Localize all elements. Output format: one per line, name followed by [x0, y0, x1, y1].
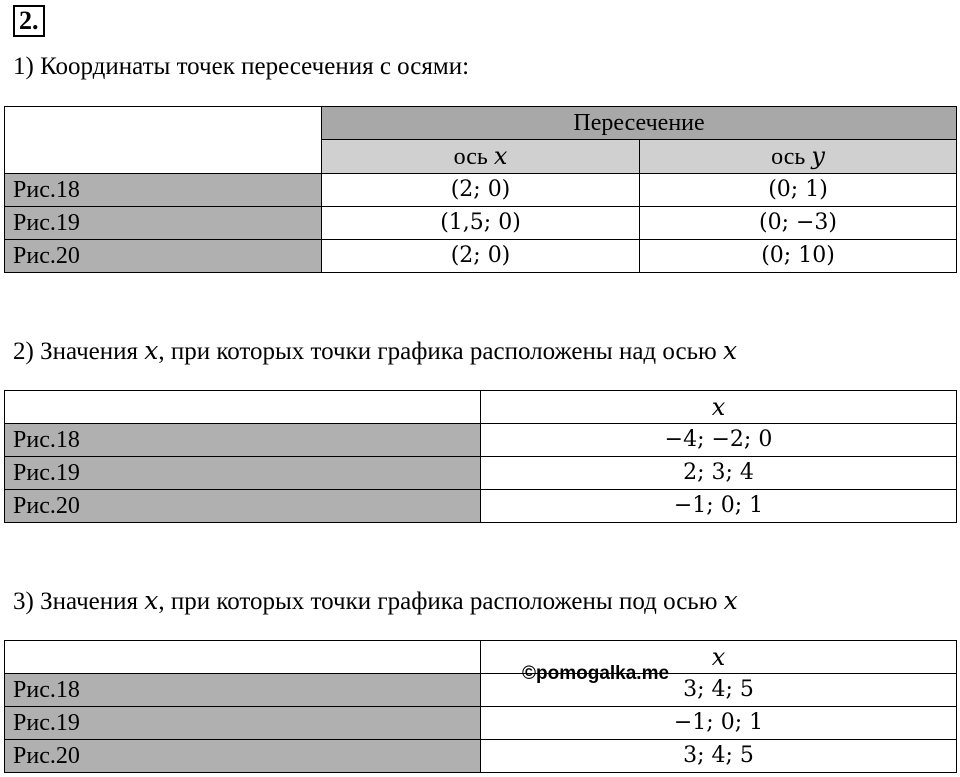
row-label: Рис.18 [5, 424, 481, 457]
x-intersection-value: (2; 0) [322, 240, 640, 273]
section1-heading: 1) Координаты точек пересечения с осями: [13, 53, 470, 80]
row-label: Рис.20 [5, 490, 481, 523]
section2-heading-mid: , при которых точки графика расположены над осью [158, 338, 723, 365]
header-axis-y-var: y [811, 142, 825, 170]
table-row [5, 490, 957, 523]
x-values: 3; 4; 5 [481, 740, 957, 773]
row-label: Рис.19 [5, 707, 481, 740]
x-values: 3; 4; 5 [481, 674, 957, 707]
above-axis-table [4, 390, 957, 523]
table-row [5, 740, 957, 773]
row-label: Рис.18 [5, 674, 481, 707]
header-axis-y-prefix: ось [771, 144, 812, 170]
table-row [5, 674, 957, 707]
x-values: −1; 0; 1 [481, 490, 957, 523]
header-x: x [481, 641, 957, 674]
below-axis-table [4, 640, 957, 773]
section3-heading-start: 3) Значения [13, 588, 145, 615]
table-row [5, 207, 957, 240]
section2-heading-end-var: x [722, 336, 738, 365]
y-intersection-value: (0; 10) [640, 240, 957, 273]
row-label: Рис.19 [5, 457, 481, 490]
x-intersection-value: (2; 0) [322, 174, 640, 207]
section3-heading [13, 586, 738, 617]
x-values: −4; −2; 0 [481, 424, 957, 457]
header-axis-y [640, 140, 957, 174]
table-row [5, 457, 957, 490]
section2-heading-start: 2) Значения [13, 338, 145, 365]
watermark: ©pomogalka.me [522, 663, 670, 684]
section3-heading-mid: , при которых точки графика расположены под осью [158, 588, 724, 615]
table-row [5, 174, 957, 207]
empty-corner-cell [5, 391, 481, 424]
empty-corner-cell [5, 107, 322, 174]
row-label: Рис.20 [5, 740, 481, 773]
row-label: Рис.20 [5, 240, 322, 273]
x-values: 2; 3; 4 [481, 457, 957, 490]
header-axis-x-prefix: ось [453, 144, 494, 170]
header-x: x [481, 391, 957, 424]
x-values: −1; 0; 1 [481, 707, 957, 740]
header-axis-x-var: x [493, 142, 508, 170]
table-row [5, 240, 957, 273]
task-number: 2. [13, 5, 45, 37]
section2-heading [13, 336, 737, 367]
table-row [5, 707, 957, 740]
intersection-table [4, 106, 957, 273]
row-label: Рис.19 [5, 207, 322, 240]
section2-heading-var: x [144, 336, 159, 365]
header-intersection: Пересечение [322, 107, 957, 140]
row-label: Рис.18 [5, 174, 322, 207]
header-axis-x [322, 140, 640, 174]
empty-corner-cell [5, 641, 481, 674]
x-intersection-value: (1,5; 0) [322, 207, 640, 240]
section3-heading-var: x [144, 586, 159, 615]
table-row [5, 424, 957, 457]
y-intersection-value: (0; −3) [640, 207, 957, 240]
section3-heading-end-var: x [723, 586, 738, 615]
y-intersection-value: (0; 1) [640, 174, 957, 207]
